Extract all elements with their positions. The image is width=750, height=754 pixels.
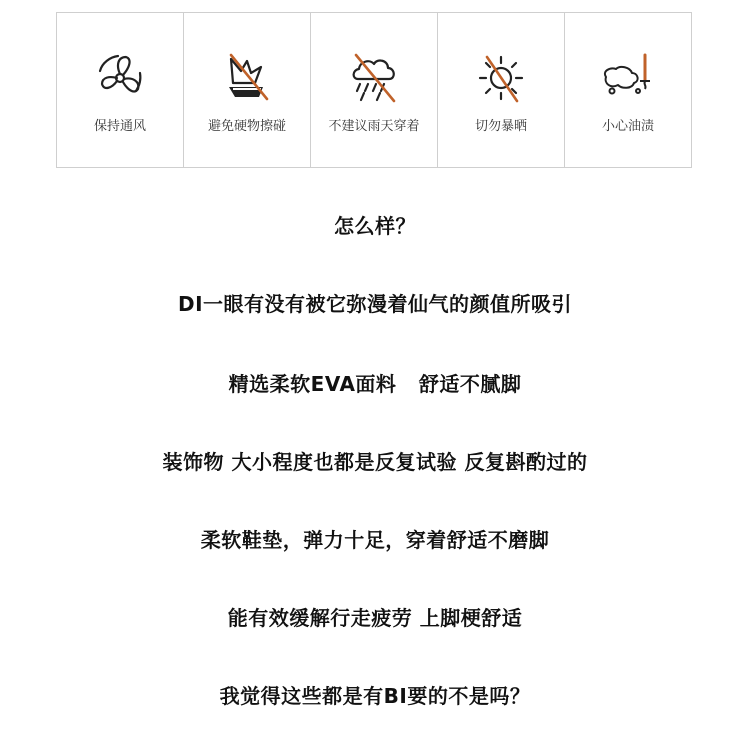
- care-label-no-rain: 不建议雨天穿着: [328, 119, 420, 134]
- care-label-ventilation: 保持通风: [93, 119, 146, 134]
- description-line-7: 我觉得这些都是有BI要的不是吗？: [219, 684, 531, 708]
- description-line-4: 装饰物 大小程度也都是反复试验 反复斟酌过的: [162, 450, 588, 474]
- care-item-oil-stain: [565, 13, 691, 167]
- care-item-ventilation: [57, 13, 184, 167]
- description-line-6: 能有效缓解行走疲劳 上脚梗舒适: [227, 606, 523, 630]
- description-line-2: DI一眼有没有被它弥漫着仙气的颜值所吸引: [177, 292, 573, 316]
- care-instructions-strip: [56, 12, 692, 168]
- care-label-no-impact: 避免硬物擦碰: [207, 119, 286, 134]
- care-label-no-sun: 切勿暴晒: [474, 119, 527, 134]
- care-item-no-impact: [184, 13, 311, 167]
- ventilation-fan-icon: [90, 51, 150, 105]
- care-label-oil-stain: 小心油渍: [601, 119, 654, 134]
- description-line-1: 怎么样？: [334, 214, 416, 238]
- care-item-no-sun: [438, 13, 565, 167]
- care-item-no-rain: [311, 13, 438, 167]
- no-rain-icon: [344, 51, 404, 105]
- description-line-5: 柔软鞋垫，弹力十足，穿着舒适不磨脚: [200, 528, 550, 552]
- description-line-3: 精选柔软EVA面料 舒适不腻脚: [228, 372, 522, 396]
- no-hard-impact-icon: [217, 51, 277, 105]
- oil-stain-icon: [598, 51, 658, 105]
- no-sun-icon: [471, 51, 531, 105]
